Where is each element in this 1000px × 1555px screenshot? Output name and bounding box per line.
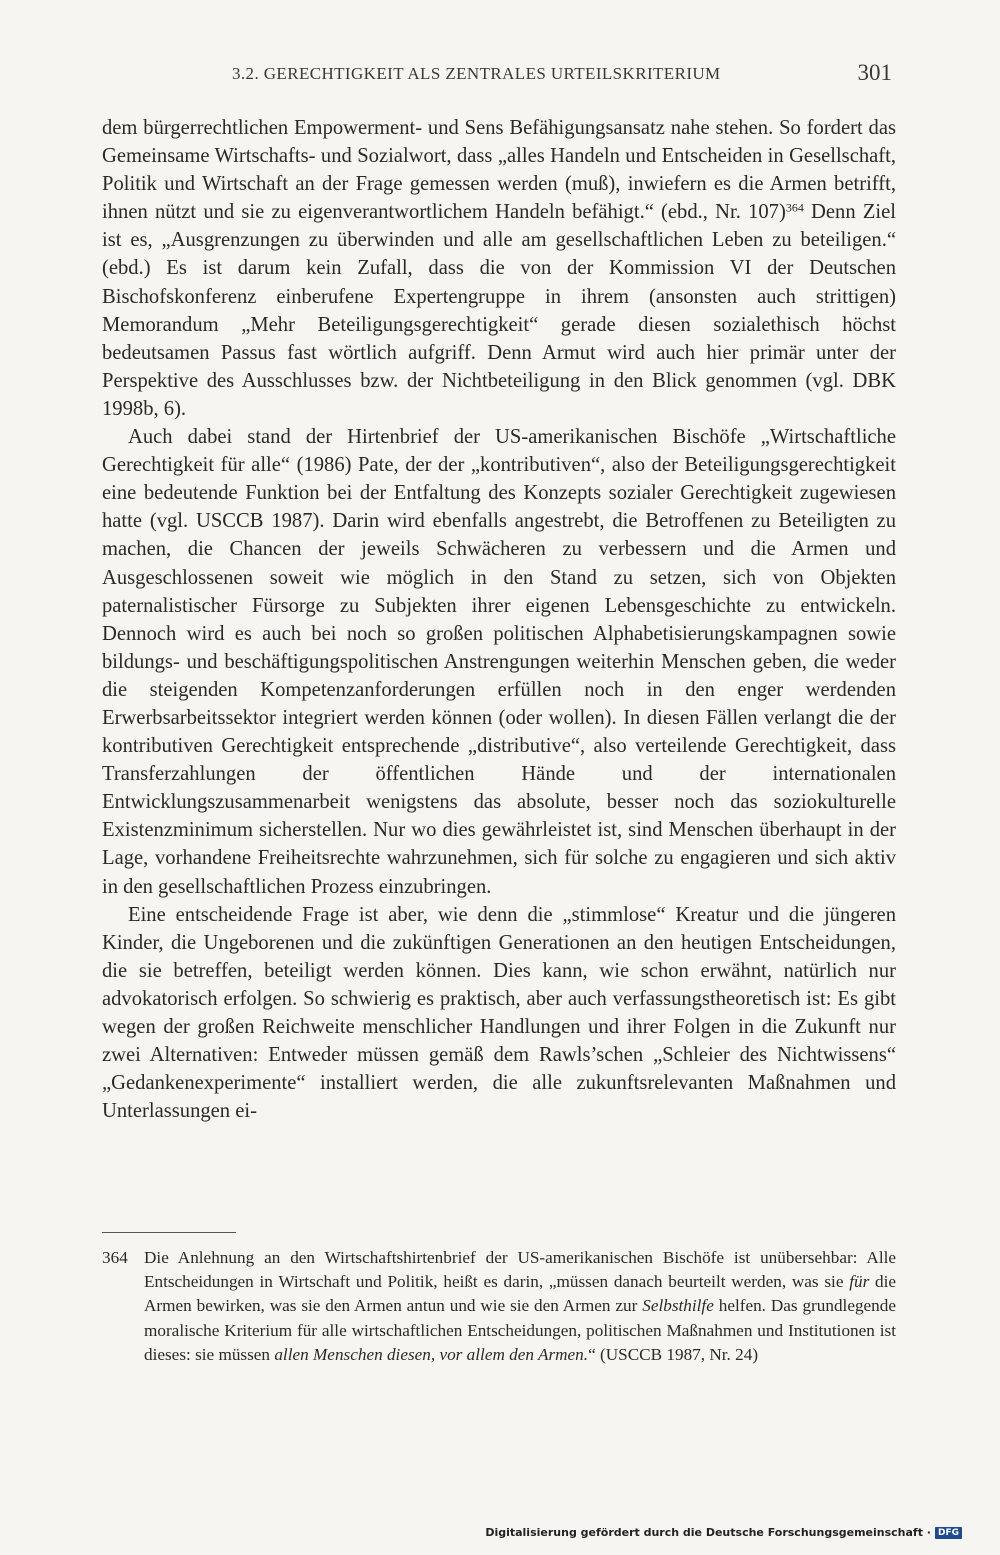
dfg-logo-icon: DFG (935, 1527, 962, 1539)
digitization-credit (485, 1526, 962, 1539)
paragraph-text: Denn Ziel ist es, „Ausgrenzungen zu überwinden und alle am gesellschaftlichen Leben zu beteiligen.“ (ebd.) Es ist darum kein Zufall, dass die von der Kommission VI der Deutschen Bischofskonferenz einberufene Expertengruppe in ihrem (ansonsten auch strittigen) Memorandum „Mehr Beteiligungsgerechtigkeit“ gerade diesen sozialethisch höchst bedeutsamen Passus fast wörtlich aufgriff. Denn Armut wird auch hier primär unter der Perspektive des Ausschlusses bzw. der Nichtbeteiligung in den Blick genommen (vgl. DBK 1998b, 6). (102, 201, 896, 420)
footnote-number: 364 (102, 1248, 128, 1267)
emphasis: für (849, 1272, 870, 1292)
paragraph: Eine entscheidende Frage ist aber, wie denn die „stimmlose“ Kreatur und die jüngeren Kinder, die Ungeborenen und die zukünftigen Generationen an den heutigen Entscheidungen, die sie betreffen, beteiligt werden können. Dies kann, wie schon erwähnt, natürlich nur advokatorisch erfolgen. So schwierig es praktisch, aber auch verfassungstheoretisch ist: Es gibt wegen der großen Reichweite menschlicher Handlungen und ihrer Folgen in die Zukunft nur zwei Alternativen: Entweder müssen gemäß dem Rawls’schen „Schleier des Nichtwissens“ „Gedankenexperimente“ installiert werden, die alle zukunftsrelevanten Maßnahmen und Unterlassungen ei- (102, 903, 896, 1123)
footnote-text: Die Anlehnung an den Wirtschaftshirtenbrief der US-amerikanischen Bischöfe ist unübersehbar: Alle Entscheidungen in Wirtschaft und Politik, heißt es darin, „müssen danach beurteilt werden, was sie für die Armen bewirken, was sie den Armen antun und wie sie den Armen zur Selbsthilfe helfen. Das grundlegende moralische Kriterium für alle wirtschaftlichen Entscheidungen, politischen Maßnahmen und Institutionen ist dieses: sie müssen allen Menschen diesen, vor allem den Armen.“ (USCCB 1987, Nr. 24) (144, 1248, 897, 1364)
footnote-separator (102, 1232, 236, 1233)
chapter-title: 3.2. GERECHTIGKEIT ALS ZENTRALES URTEILSKRITERIUM (232, 64, 721, 83)
footnote-reference: 364 (785, 200, 804, 215)
page-number: 301 (857, 60, 892, 85)
credit-text: Digitalisierung gefördert durch die Deutsche Forschungsgemeinschaft · (485, 1526, 931, 1539)
footnote (102, 1246, 896, 1367)
emphasis: allen Menschen diesen, vor allem den Armen. (274, 1344, 589, 1364)
main-text (102, 114, 896, 1125)
paragraph-text: dem bürgerrechtlichen Empowerment- und Sens Befähigungsansatz nahe stehen. So fordert das Gemeinsame Wirtschafts- und Sozialwort, dass „alles Handeln und Entscheiden in Gesellschaft, Politik und Wirtschaft an der Frage gemessen werden (muß), inwiefern es die Armen betrifft, ihnen nützt und sie zu eigenverantwortlichem Handeln befähigt.“ (ebd., Nr. 107) (102, 117, 896, 224)
paragraph (102, 114, 896, 423)
emphasis: Selbsthilfe (642, 1296, 714, 1316)
running-header (102, 62, 896, 92)
paragraph: Auch dabei stand der Hirtenbrief der US-amerikanischen Bischöfe „Wirtschaftliche Gerechtigkeit für alle“ (1986) Pate, der der „kontributiven“, also der Beteiligungsgerechtigkeit eine bedeutende Funktion bei der Entfaltung des Konzepts sozialer Gerechtigkeit zugewiesen hatte (vgl. USCCB 1987). Darin wird ebenfalls angestrebt, die Betroffenen zu Beteiligten zu machen, die Chancen der jeweils Schwächeren zu verbessern und die Armen und Ausgeschlossenen soweit wie möglich in den Stand zu setzen, sich von Objekten paternalistischer Fürsorge zu Subjekten ihrer eigenen Lebensgeschichte zu entwickeln. Dennoch wird es auch bei noch so großen politischen Alphabetisierungskampagnen sowie bildungs- und beschäftigungspolitischen Anstrengungen weiterhin Menschen geben, die weder die steigenden Kompetenzanforderungen erfüllen noch in den enger werdenden Erwerbsarbeitssektor integriert werden können (oder wollen). In diesen Fällen verlangt die der kontributiven Gerechtigkeit entsprechende „distributive“, also verteilende Gerechtigkeit, dass Transferzahlungen der öffentlichen Hände und der internationalen Entwicklungszusammenarbeit wenigstens das absolute, besser noch das soziokulturelle Existenzminimum sicherstellen. Nur wo dies gewährleistet ist, sind Menschen überhaupt in der Lage, vorhandene Freiheitsrechte wahrzunehmen, sich für solche zu engagieren und sich aktiv in den gesellschaftlichen Prozess einzubringen. (102, 426, 896, 898)
